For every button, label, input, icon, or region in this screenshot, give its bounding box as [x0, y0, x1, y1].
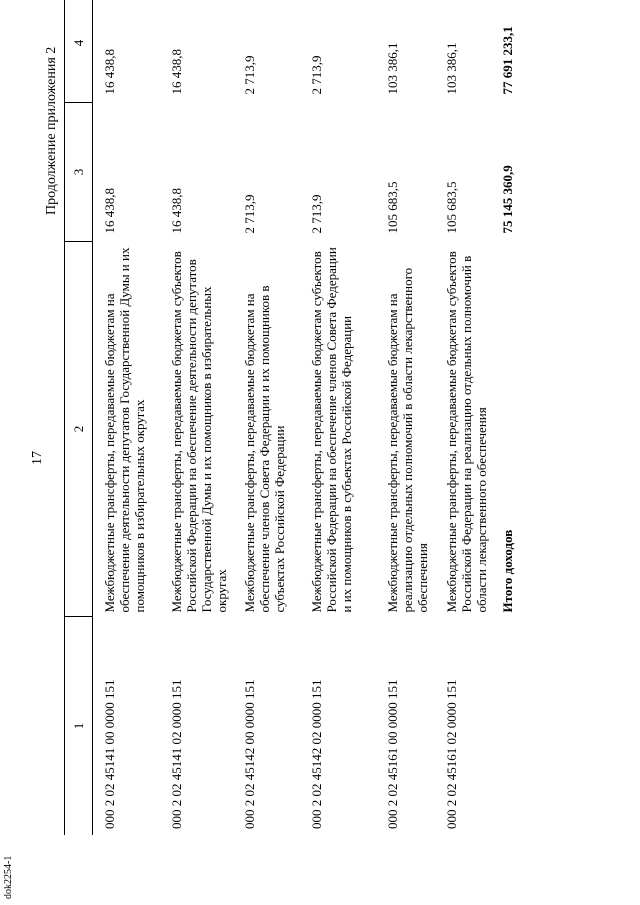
budget-code-cell: 000 2 02 45142 02 0000 151 [309, 679, 324, 829]
amount-col4-cell: 2 713,9 [309, 55, 324, 95]
description-cell: Межбюджетные трансферты, передаваемые бюджетам на обеспечение деятельности депутатов Государственной Думы и их помощников в избирательных округах [102, 247, 147, 613]
description-cell: Межбюджетные трансферты, передаваемые бюджетам субъектов Российской Федерации на обеспечение членов Совета Федерации и их помощников в субъектах Российской Федерации [309, 247, 354, 613]
budget-code-cell: 000 2 02 45141 00 0000 151 [102, 679, 117, 829]
table-row [93, 0, 161, 835]
description-cell: Межбюджетные трансферты, передаваемые бюджетам на обеспечение членов Совета Федерации и их помощников в субъектах Российской Федерации [242, 285, 287, 613]
table-row [233, 0, 300, 835]
amount-col3-cell: 2 713,9 [309, 194, 324, 234]
amount-col4-cell: 16 438,8 [169, 49, 184, 95]
total-label: Итого доходов [500, 529, 515, 613]
column-header-1: 1 [65, 617, 93, 836]
column-header-4: 4 [65, 0, 93, 103]
budget-code-cell: 000 2 02 45161 00 0000 151 [385, 679, 400, 829]
amount-col3-cell: 2 713,9 [242, 194, 257, 234]
table-row [160, 0, 233, 835]
column-header-3: 3 [65, 103, 93, 242]
amount-col4-cell: 16 438,8 [102, 49, 117, 95]
amount-col4-cell: 2 713,9 [242, 55, 257, 95]
amount-col3-cell: 16 438,8 [169, 188, 184, 234]
document-code: dok2254-1 [3, 855, 14, 899]
income-table [64, 0, 540, 835]
continuation-title: Продолжение приложения 2 [44, 46, 59, 215]
amount-col4-cell: 103 386,1 [385, 42, 400, 95]
amount-col3-cell: 16 438,8 [102, 188, 117, 234]
total-col4-value: 77 691 233,1 [500, 26, 515, 95]
description-cell: Межбюджетные трансферты, передаваемые бюджетам субъектов Российской Федерации на реализацию отдельных полномочий в области лекарственного обеспечения [444, 251, 489, 613]
amount-col3-cell: 105 683,5 [444, 181, 459, 234]
total-code-cell [494, 617, 540, 836]
amount-col3-cell: 105 683,5 [385, 181, 400, 234]
description-cell: Межбюджетные трансферты, передаваемые бюджетам на реализацию отдельных полномочий в области лекарственного обеспечения [385, 267, 430, 613]
column-header-2: 2 [65, 242, 93, 617]
budget-code-cell: 000 2 02 45141 02 0000 151 [169, 679, 184, 829]
budget-code-cell: 000 2 02 45142 00 0000 151 [242, 679, 257, 829]
table-header-row [65, 0, 93, 835]
description-cell: Межбюджетные трансферты, передаваемые бюджетам субъектов Российской Федерации на обеспечение деятельности депутатов Государственной Думы и их помощников в избирательных округах [169, 251, 229, 613]
budget-code-cell: 000 2 02 45161 02 0000 151 [444, 679, 459, 829]
page-number: 17 [30, 451, 45, 465]
table-row [376, 0, 435, 835]
table-row [300, 0, 376, 835]
total-col3-value: 75 145 360,9 [500, 165, 515, 234]
table-row [435, 0, 494, 835]
total-row [494, 0, 540, 835]
amount-col4-cell: 103 386,1 [444, 42, 459, 95]
